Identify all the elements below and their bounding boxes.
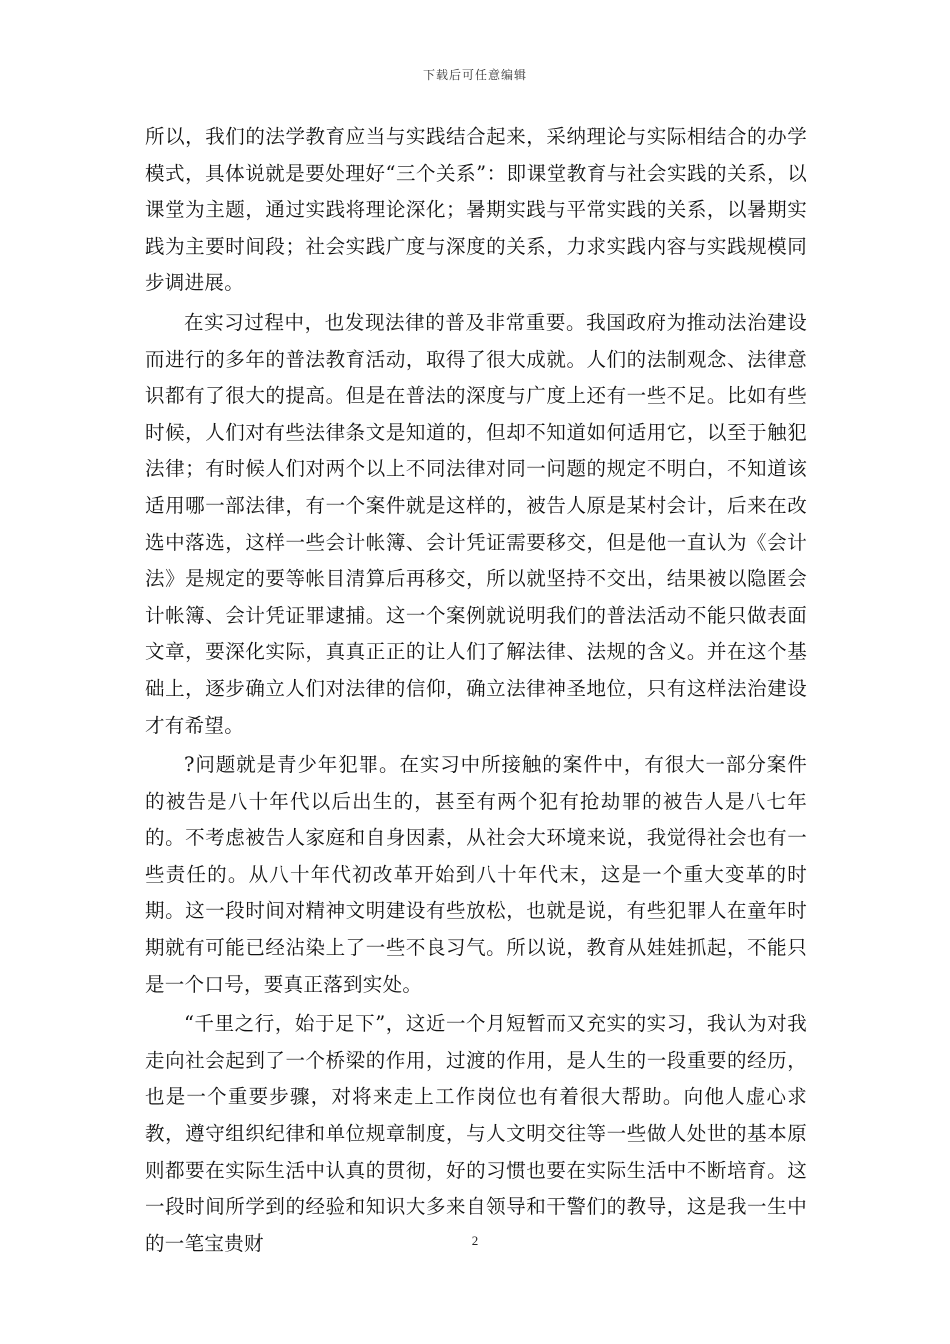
page-number: 2 — [471, 1233, 479, 1248]
page-header: 下载后可任意编辑 — [422, 68, 527, 82]
document-body — [145, 119, 807, 1265]
paragraph-law-popularization: 在实习过程中，也发现法律的普及非常重要。我国政府为推动法治建设而进行的多年的普法教育活动，取得了很大成就。人们的法制观念、法律意识都有了很大的提高。但是在普法的深度与广度上还有一些不足。比如有些时候，人们对有些法律条文是知道的，但却不知道如何适用它，以至于触犯法律；有时候人们对两个以上不同法律对同一问题的规定不明白，不知道该适用哪一部法律，有一个案件就是这样的，被告人原是某村会计，后来在改选中落选，这样一些会计帐簿、会计凭证需要移交，但是他一直认为《会计法》是规定的要等帐目清算后再移交，所以就坚持不交出，结果被以隐匿会计帐簿、会计凭证罪逮捕。这一个案例就说明我们的普法活动不能只做表面文章，要深化实际，真真正正的让人们了解法律、法规的含义。并在这个基础上，逐步确立人们对法律的信仰，确立法律神圣地位，只有这样法治建设才有希望。 — [145, 310, 807, 737]
paragraph-practice-education: 所以，我们的法学教育应当与实践结合起来，采纳理论与实际相结合的办学模式，具体说就是要处理好“三个关系”：即课堂教育与社会实践的关系，以课堂为主题，通过实践将理论深化；暑期实践与平常实践的关系，以暑期实践为主要时间段；社会实践广度与深度的关系，力求实践内容与实践规模同步调进展。 — [145, 125, 807, 295]
paragraph-internship-summary: “千里之行，始于足下”，这近一个月短暂而又充实的实习，我认为对我走向社会起到了一个桥梁的作用，过渡的作用，是人生的一段重要的经历，也是一个重要步骤，对将来走上工作岗位也有着很大帮助。向他人虚心求教，遵守组织纪律和单位规章制度，与人文明交往等一些做人处世的基本原则都要在实际生活中认真的贯彻，好的习惯也要在实际生活中不断培育。这一段时间所学到的经验和知识大多来自领导和干警们的教导，这是我一生中的一笔宝贵财 — [145, 1012, 807, 1255]
paragraph-juvenile-crime: ?问题就是青少年犯罪。在实习中所接触的案件中，有很大一部分案件的被告是八十年代以后出生的，甚至有两个犯有抢劫罪的被告人是八七年的。不考虑被告人家庭和自身因素，从社会大环境来说，我觉得社会也有一些责任的。从八十年代初改革开始到八十年代末，这是一个重大变革的时期。这一段时间对精神文明建设有些放松，也就是说，有些犯罪人在童年时期就有可能已经沾染上了一些不良习气。所以说，教育从娃娃抓起，不能只是一个口号，要真正落到实处。 — [145, 753, 807, 996]
